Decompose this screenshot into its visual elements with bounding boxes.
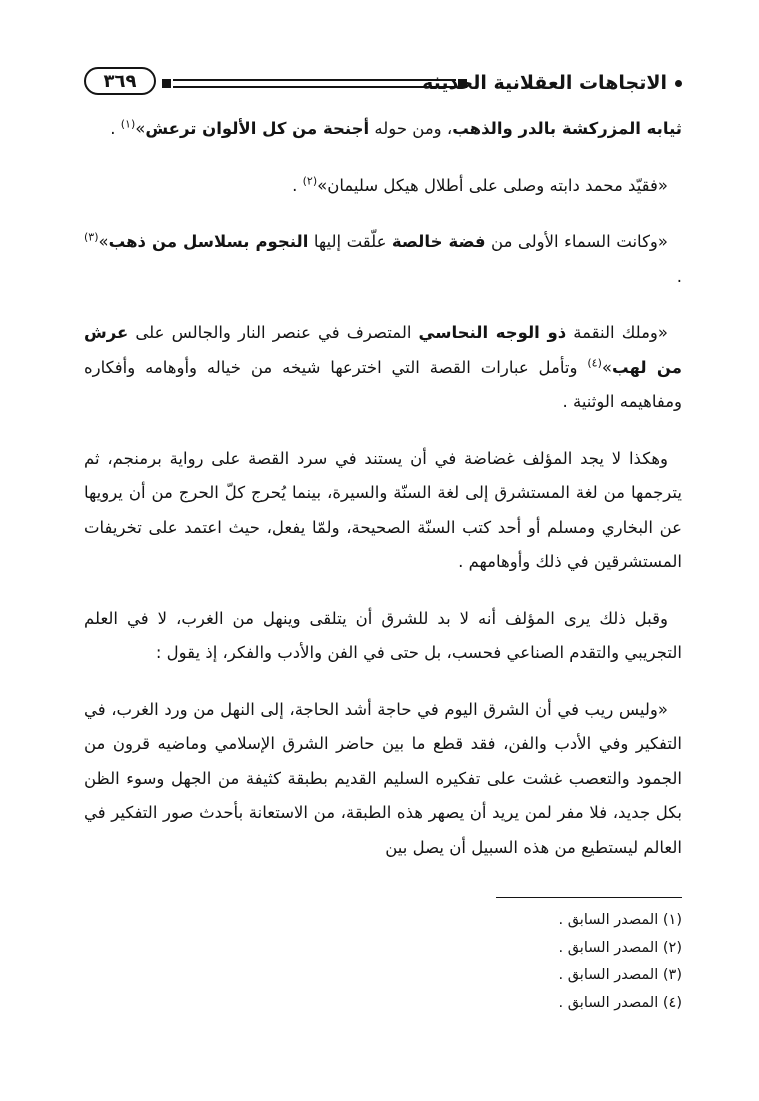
text-segment: أجنحة من كل الألوان ترعش: [145, 119, 370, 138]
footnote-ref: (٣): [84, 230, 99, 244]
paragraph: [84, 602, 682, 671]
text-segment: وهكذا لا يجد المؤلف غضاضة في أن يستند في سرد القصة على رواية برمنجم، ثم يترجمها من لغة المستشرق إلى لغة السنّة والسيرة، بينما يُحرج كلّ الحرج من أن يرويها عن البخاري ومسلم أو أحد كتب السنّة الصحيحة، ولمّا يفعل، حيث اعتمد على تخريفات المستشرقين في ذلك وأوهامهم .: [84, 448, 682, 571]
paragraph: [84, 112, 682, 147]
text-segment: المتصرف في عنصر النار والجالس على: [128, 323, 419, 342]
footnote-item: (٢) المصدر السابق .: [558, 939, 682, 956]
text-segment: »: [98, 232, 109, 251]
text-segment: فضة خالصة: [391, 232, 486, 251]
running-header: [84, 66, 682, 100]
text-segment: »: [135, 119, 146, 138]
text-segment: .: [110, 119, 121, 138]
book-title: الاتجاهات العقلانية الحديثة: [422, 72, 667, 94]
main-text: [84, 112, 682, 887]
text-segment: وتأمل عبارات القصة التي اخترعها شيخه من خياله وأوهامه وأفكاره ومفاهيمه الوثنية .: [84, 357, 682, 411]
text-segment: وقبل ذلك يرى المؤلف أنه لا بد للشرق أن يتلقى وينهل من الغرب، لا في العلم التجريبي والتقدم الصناعي فحسب، بل حتى في الفن والأدب والفكر، إذ يقول :: [84, 608, 682, 662]
text-segment: .: [676, 266, 682, 286]
text-segment: «وكانت السماء الأولى من: [485, 232, 668, 251]
text-segment: «وملك النقمة: [566, 323, 668, 342]
footnote-divider: [496, 897, 682, 898]
text-segment: عرش من لهب: [84, 323, 682, 377]
rule-end-square-icon: [162, 79, 171, 88]
footnote-ref: (١): [120, 117, 136, 131]
paragraph: [84, 693, 682, 866]
footnote-item: (١) المصدر السابق .: [558, 912, 682, 928]
text-segment: النجوم بسلاسل من ذهب: [108, 232, 309, 251]
text-segment: علّقت إليها: [308, 232, 392, 251]
paragraph: [84, 316, 682, 420]
text-segment: «وليس ريب في أن الشرق اليوم في حاجة أشد الحاجة، إلى النهل من ورد الغرب، في التفكير وفي الأدب والفن، فقد قطع ما بين حاضر الشرق الإسلامي وماضيه قرون من الجمود والتعصب غشت على تفكيره السليم القديم بطبقة كثيفة من الجهل وسوء الظن بكل جديد، فلا مفر لمن يريد أن يصهر هذه الطبقة، من الاستعانة بأحدث صور التفكير في العالم ليستطيع من هذه السبيل أن يصل بين: [84, 699, 682, 857]
double-line-divider: [173, 79, 456, 88]
bullet-icon: [675, 80, 682, 87]
text-segment: »: [601, 357, 612, 377]
page-number-badge: ٣٦٩: [84, 67, 156, 95]
text-segment: ذو الوجه النحاسي: [418, 323, 567, 342]
footnote-ref: (٤): [587, 356, 602, 369]
text-segment: «فقيّد محمد دابته وصلى على أطلال هيكل سليمان»: [317, 175, 668, 195]
header-title-wrap: [422, 66, 682, 100]
paragraph: [84, 442, 682, 580]
footnotes: [382, 907, 682, 1017]
paragraph: [84, 169, 682, 204]
text-segment: ثيابه المزركشة بالدر والذهب: [452, 119, 682, 138]
footnote-ref: (٢): [302, 174, 318, 187]
text-segment: .: [292, 175, 303, 195]
footnote-item: (٤) المصدر السابق .: [558, 994, 682, 1011]
text-segment: ، ومن حوله: [369, 119, 453, 138]
footnote-item: (٣) المصدر السابق .: [558, 967, 682, 983]
paragraph: [84, 225, 682, 294]
